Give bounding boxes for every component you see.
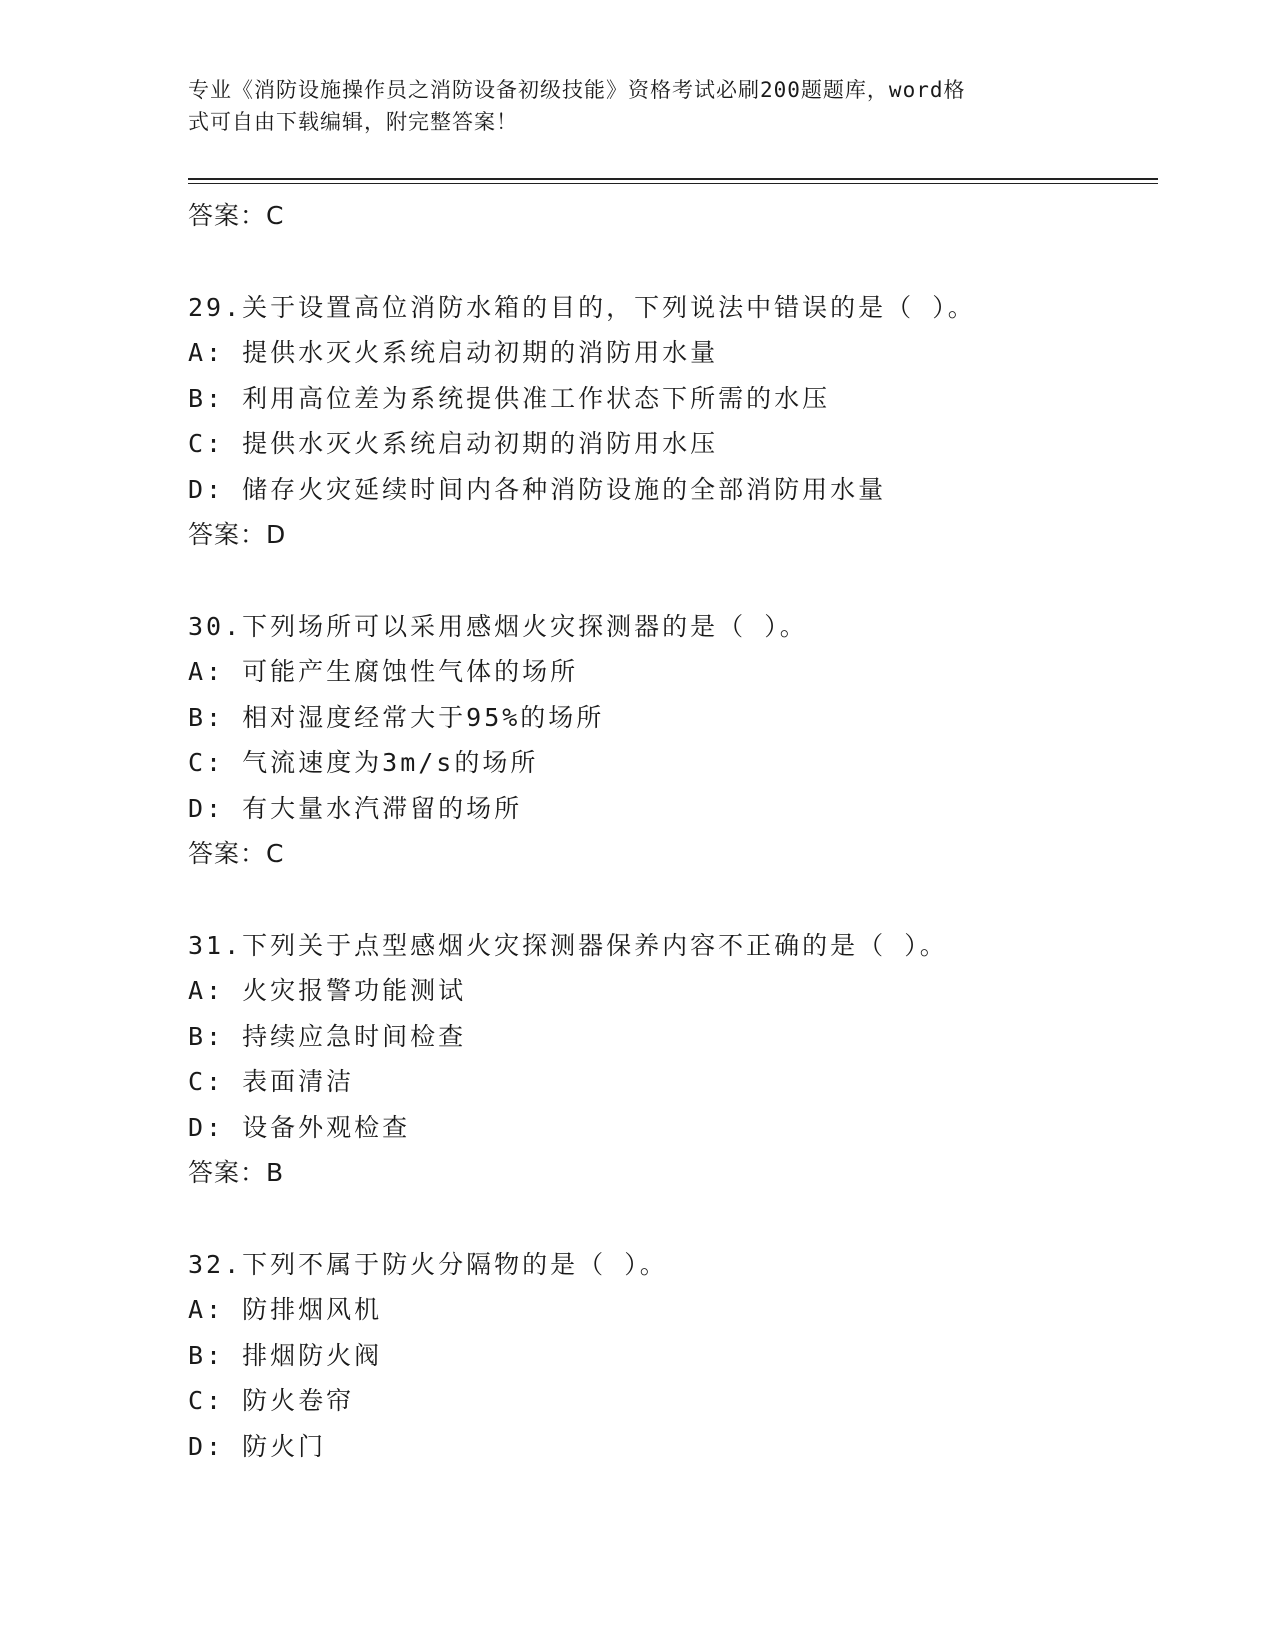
question-32 xyxy=(188,1242,1148,1470)
answer: 答案：B xyxy=(188,1158,285,1187)
option-c: C: 气流速度为3m/s的场所 xyxy=(188,748,539,777)
spacer xyxy=(188,558,1148,604)
option-b: B: 利用高位差为系统提供准工作状态下所需的水压 xyxy=(188,383,831,413)
spacer xyxy=(188,239,1148,285)
question-31 xyxy=(188,923,1148,1196)
answer: 答案：C xyxy=(188,839,285,868)
question-stem: 31.下列关于点型感烟火灾探测器保养内容不正确的是（ ）。 xyxy=(188,930,948,960)
option-b: B: 排烟防火阀 xyxy=(188,1340,383,1370)
option-c: C: 防火卷帘 xyxy=(188,1386,355,1415)
question-30 xyxy=(188,604,1148,877)
question-29 xyxy=(188,285,1148,558)
option-d: D: 防火门 xyxy=(188,1431,327,1461)
header-line-2: 式可自由下载编辑，附完整答案！ xyxy=(188,110,518,134)
document-header xyxy=(188,74,1068,138)
option-c: C: 提供水灭火系统启动初期的消防用水压 xyxy=(188,429,719,458)
option-c: C: 表面清洁 xyxy=(188,1067,355,1096)
previous-answer: 答案：C xyxy=(188,201,285,230)
option-a: A: 火灾报警功能测试 xyxy=(188,976,467,1005)
option-d: D: 设备外观检查 xyxy=(188,1112,411,1142)
option-b: B: 持续应急时间检查 xyxy=(188,1021,467,1051)
header-line-1: 专业《消防设施操作员之消防设备初级技能》资格考试必刷200题题库，word格 xyxy=(188,78,966,102)
question-stem: 29.关于设置高位消防水箱的目的，下列说法中错误的是（ ）。 xyxy=(188,292,976,322)
spacer xyxy=(188,877,1148,923)
answer: 答案：D xyxy=(188,520,287,549)
header-divider-thick xyxy=(188,178,1158,180)
question-stem: 30.下列场所可以采用感烟火灾探测器的是（ ）。 xyxy=(188,611,808,641)
option-a: A: 可能产生腐蚀性气体的场所 xyxy=(188,657,579,686)
option-d: D: 储存火灾延续时间内各种消防设施的全部消防用水量 xyxy=(188,474,887,504)
option-d: D: 有大量水汽滞留的场所 xyxy=(188,793,523,823)
question-stem: 32.下列不属于防火分隔物的是（ ）。 xyxy=(188,1249,668,1279)
spacer xyxy=(188,1196,1148,1242)
option-b: B: 相对湿度经常大于95%的场所 xyxy=(188,702,605,732)
header-divider-thin xyxy=(188,183,1158,184)
option-a: A: 防排烟风机 xyxy=(188,1295,383,1324)
question-list xyxy=(188,193,1148,1469)
option-a: A: 提供水灭火系统启动初期的消防用水量 xyxy=(188,338,719,367)
